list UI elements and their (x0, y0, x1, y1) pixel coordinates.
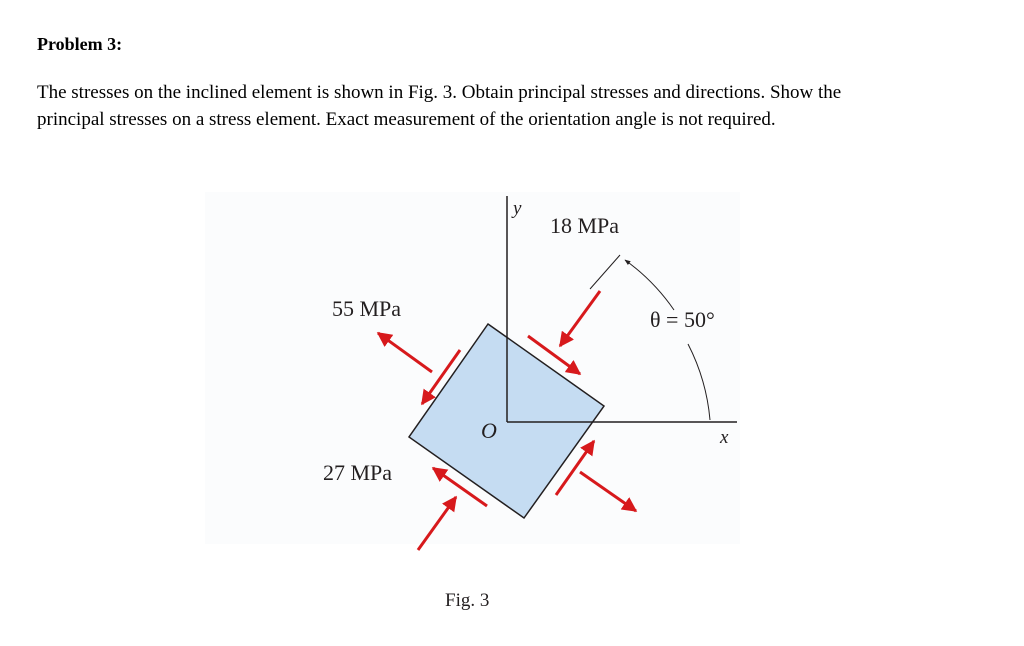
theta-label: θ = 50° (650, 307, 715, 332)
figure-caption: Fig. 3 (445, 590, 490, 611)
origin-label: O (481, 418, 497, 443)
problem-statement-line-2: principal stresses on a stress element. Exact measurement of the orientation angle is not required. (37, 109, 776, 130)
stress-shear-label: 27 MPa (323, 460, 393, 485)
stress-normal-label: 55 MPa (332, 296, 402, 321)
problem-statement-line-1: The stresses on the inclined element is shown in Fig. 3. Obtain principal stresses and directions. Show the (37, 82, 842, 103)
stress-top-label: 18 MPa (550, 213, 620, 238)
x-axis-label: x (720, 427, 729, 448)
y-axis-label: y (513, 198, 522, 219)
problem-heading: Problem 3: (37, 34, 123, 54)
